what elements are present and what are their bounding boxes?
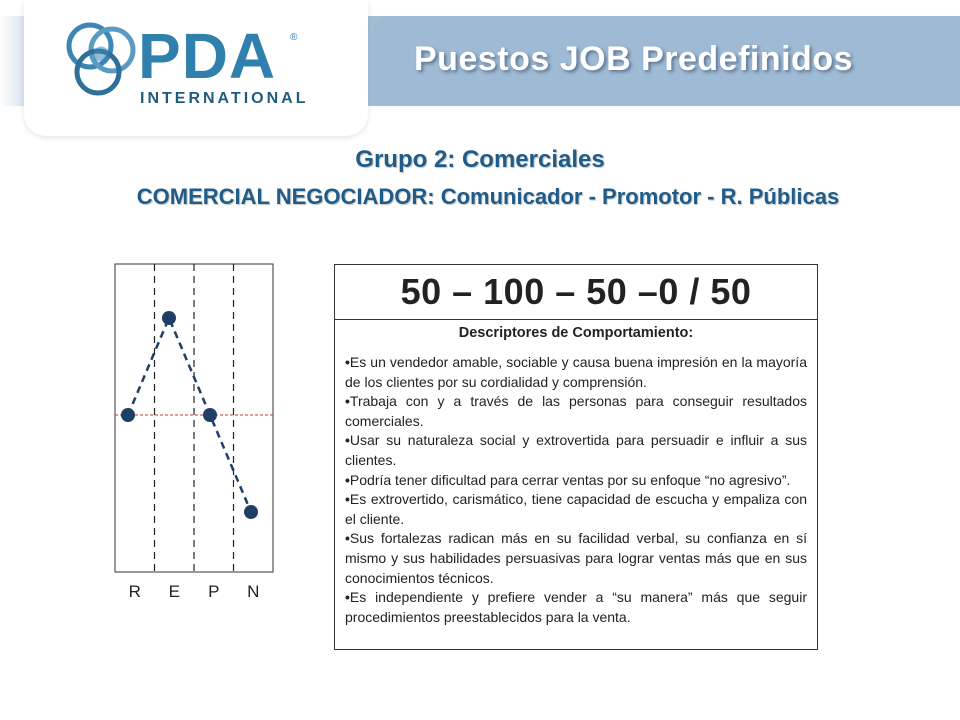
- brand-name: PDA: [138, 20, 277, 92]
- bullet-icon: •: [345, 589, 350, 606]
- descriptor-item: •Usar su naturaleza social y extrovertida para persuadir e influir a sus clientes.: [345, 432, 807, 468]
- bullet-icon: •: [345, 491, 350, 508]
- descriptor-box: [334, 264, 818, 650]
- score-heading: 50 – 100 – 50 –0 / 50: [335, 265, 817, 320]
- data-point-e: [162, 311, 176, 325]
- role-title: COMERCIAL NEGOCIADOR: Comunicador - Promotor - R. Públicas: [136, 184, 840, 209]
- chart-frame: [115, 264, 273, 572]
- bullet-icon: •: [345, 530, 350, 547]
- pda-logo-icon: [64, 20, 142, 102]
- brand-subtitle: INTERNATIONAL: [140, 90, 309, 107]
- bullet-icon: •: [345, 471, 350, 488]
- page-title: Puestos JOB Predefinidos: [414, 40, 853, 78]
- descriptor-list: [335, 353, 817, 627]
- group-title: Grupo 2: Comerciales: [355, 146, 605, 173]
- registered-mark: ®: [290, 32, 298, 43]
- data-point-n: [244, 505, 258, 519]
- tick-label-p: P: [208, 582, 220, 601]
- tick-label-r: R: [128, 582, 141, 601]
- bullet-icon: •: [345, 432, 350, 449]
- descriptor-item: •Es un vendedor amable, sociable y causa buena impresión en la mayoría de los clientes por su cordialidad y comprensión.: [345, 354, 807, 390]
- tick-label-e: E: [168, 582, 180, 601]
- data-point-p: [203, 408, 217, 422]
- data-point-r: [121, 408, 135, 422]
- bullet-icon: •: [345, 354, 350, 370]
- descriptor-item: •Es extrovertido, carismático, tiene capacidad de escucha y empaliza con el cliente.: [345, 491, 807, 527]
- profile-chart: [110, 262, 280, 607]
- descriptor-item: •Sus fortalezas radican más en su facilidad verbal, su confianza en sí mismo y sus habilidades persuasivas para lograr ventas más que en sus conocimientos técnicos.: [345, 530, 807, 586]
- tick-label-n: N: [247, 582, 260, 601]
- bullet-icon: •: [345, 393, 350, 410]
- descriptor-item: •Es independiente y prefiere vender a “su manera” más que seguir procedimientos preestablecidos para la venta.: [345, 589, 807, 625]
- descriptor-heading: Descriptores de Comportamiento:: [458, 325, 694, 341]
- descriptor-item: •Trabaja con y a través de las personas para conseguir resultados comerciales.: [345, 393, 807, 429]
- descriptor-item: •Podría tener dificultad para cerrar ventas por su enfoque “no agresivo”.: [345, 471, 791, 488]
